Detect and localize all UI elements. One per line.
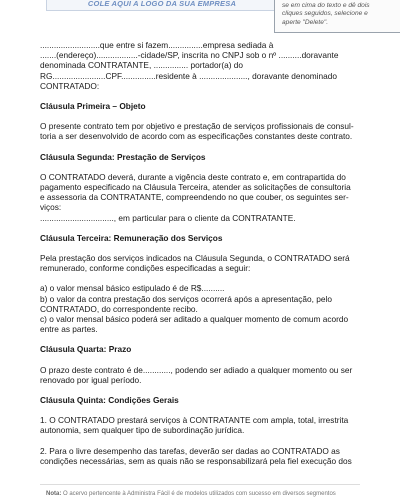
footer-note-label: Nota: xyxy=(46,491,62,497)
paragraph-line: c) o valor mensal básico poderá ser aditado a qualquer momento de comum acordo xyxy=(40,314,349,325)
paragraph-line: pagamento especificado na Cláusula Terceira, atender as solicitações de consultoria xyxy=(40,182,351,193)
clause-paragraph xyxy=(40,172,358,223)
paragraph-line: viços: xyxy=(40,202,62,213)
paragraph-line: ................................, em particular para o cliente da CONTRATANTE. xyxy=(40,212,296,223)
tooltip-line: aperte "Delete". xyxy=(282,18,329,26)
paragraph-line: CONTRATADO, do correspondente recibo. xyxy=(40,303,198,314)
paragraph-line: 2. Para o livre desempenho das tarefas, deverão ser dadas ao CONTRATADO as xyxy=(40,445,340,456)
paragraph-line: toria a ser desenvolvido de acordo com as especificações constantes deste contrato. xyxy=(40,131,353,142)
paragraph-line: autonomia, sem qualquer tipo de subordinação jurídica. xyxy=(40,425,245,436)
paragraph-line: O CONTRATADO deverá, durante a vigência deste contrato e, em contrapartida do xyxy=(40,171,346,182)
clause-paragraph xyxy=(40,365,358,385)
clause-heading: Cláusula Segunda: Prestação de Serviços xyxy=(40,151,206,162)
paragraph-line: O presente contrato tem por objetivo e prestação de serviços profissionais de consul- xyxy=(40,121,354,132)
paragraph-line: entre as partes. xyxy=(40,324,98,335)
payment-terms-list xyxy=(40,283,358,334)
intro-line: .......(endereço)..................-cidade/SP, inscrita no CNPJ sob o nº ..........doravante xyxy=(40,50,339,61)
intro-line: ..........................que entre si fazem...............empresa sediada à xyxy=(40,40,274,50)
contract-body xyxy=(40,40,358,466)
paragraph-line: condições necessárias, sem as quais não se responsabilizará pela fiel execução dos xyxy=(40,455,352,466)
intro-line: denominada CONTRATANTE, ............... portador(a) do xyxy=(40,60,244,71)
clause-paragraph xyxy=(40,446,358,466)
footer-note xyxy=(46,491,336,497)
instruction-tooltip xyxy=(274,0,400,33)
clause-heading: Cláusula Quarta: Prazo xyxy=(40,344,132,355)
clause-paragraph xyxy=(40,121,358,141)
paragraph-line: a) o valor mensal básico estipulado é de R$.......... xyxy=(40,283,225,294)
paragraph-line: remunerado, conforme condições especificadas a seguir: xyxy=(40,263,251,274)
logo-placeholder[interactable] xyxy=(46,0,278,11)
intro-line: CONTRATADO: xyxy=(40,80,100,91)
paragraph-line: O prazo deste contrato é de............, podendo ser adiado a qualquer momento ou ser xyxy=(40,364,353,375)
clause-heading: Cláusula Primeira – Objeto xyxy=(40,101,146,112)
paragraph-line: 1. O CONTRATADO prestará serviços à CONTRATANTE com ampla, total, irrestrita xyxy=(40,415,349,426)
clause-heading: Cláusula Quinta: Condições Gerais xyxy=(40,395,179,406)
clause-paragraph xyxy=(40,253,358,273)
tooltip-line: se em cima do texto e dê dois xyxy=(282,2,370,9)
tooltip-line: cliques seguidos, selecione e xyxy=(282,10,368,18)
intro-line: RG.......................CPF...............residente à ....................., doravante denominado xyxy=(40,70,337,81)
paragraph-line: Pela prestação dos serviços indicados na Cláusula Segunda, o CONTRATADO será xyxy=(40,253,350,264)
footer-note-text: O acervo pertencente à Administra Fácil é de modelos utilizados com sucesso em diversos segmentos xyxy=(63,491,336,497)
paragraph-line: b) o valor da contra prestação dos serviços ocorrerá após a apresentação, pelo xyxy=(40,293,332,304)
footer-divider xyxy=(40,484,360,485)
paragraph-line: e assessoria da CONTRATANTE, compreendendo no que couber, os seguintes ser- xyxy=(40,192,349,203)
intro-paragraph xyxy=(40,40,358,91)
logo-placeholder-text: COLE AQUI A LOGO DA SUA EMPRESA xyxy=(87,0,237,8)
paragraph-line: renovado por igual período. xyxy=(40,374,142,385)
clause-heading: Cláusula Terceira: Remuneração dos Serviços xyxy=(40,232,223,243)
clause-paragraph xyxy=(40,415,358,435)
